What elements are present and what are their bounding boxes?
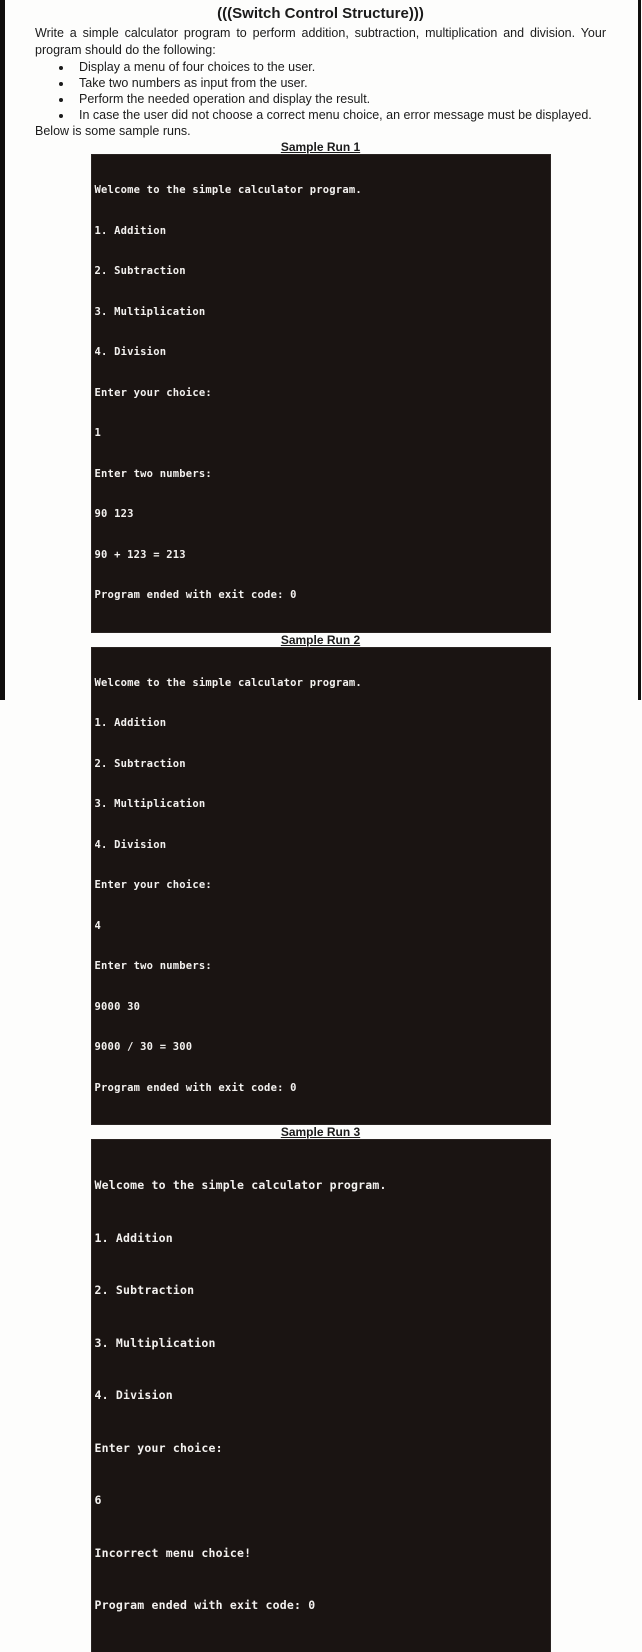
console-line: 3. Multiplication [94, 1335, 216, 1350]
console-line: 3. Multiplication [94, 305, 206, 318]
list-item: • Display a menu of four choices to the user. [73, 59, 606, 75]
console-line: Welcome to the simple calculator program. [94, 184, 362, 196]
requirements-list [35, 59, 606, 123]
console-line: 1. Addition [94, 1230, 173, 1245]
sample-run-3-console [92, 1140, 550, 1652]
console-line: 1 [94, 427, 102, 439]
sample-run-2-label: Sample Run 2 [280, 632, 361, 647]
console-line: 4. Division [94, 346, 167, 358]
console-line: Enter your choice: [94, 1440, 223, 1455]
console-line: 90 123 [94, 508, 134, 520]
console-line: Program ended with exit code: 0 [94, 1081, 297, 1094]
console-line: Welcome to the simple calculator program. [94, 1178, 387, 1192]
sample-runs-note: Below is some sample runs. [35, 124, 191, 138]
console-line: 2. Subtraction [94, 1283, 195, 1297]
list-item: • In case the user did not choose a correct menu choice, an error message must be displayed. [73, 107, 606, 123]
left-edge-bar [0, 0, 5, 700]
list-item: • Perform the needed operation and display the result. [73, 91, 606, 107]
console-line: Enter your choice: [94, 879, 212, 891]
console-line: 1. Addition [94, 224, 167, 237]
console-line: 9000 30 [94, 1000, 141, 1013]
page-title: (((Switch Control Structure))) [217, 5, 424, 22]
console-line: 4. Division [94, 1388, 173, 1402]
console-line: Enter two numbers: [94, 960, 212, 972]
console-line: Enter two numbers: [94, 467, 212, 480]
console-line: 9000 / 30 = 300 [94, 1041, 193, 1053]
console-line: 2. Subtraction [94, 265, 186, 277]
console-line: 6 [94, 1493, 102, 1507]
console-line: Program ended with exit code: 0 [94, 1598, 316, 1612]
right-edge-bar [638, 0, 641, 700]
console-line: 2. Subtraction [94, 757, 186, 770]
console-line: Program ended with exit code: 0 [94, 589, 297, 601]
console-line: Enter your choice: [94, 386, 212, 399]
console-line: 3. Multiplication [94, 798, 206, 810]
sample-run-1-label: Sample Run 1 [280, 140, 361, 154]
list-item: • Take two numbers as input from the user. [73, 75, 606, 91]
console-line: 1. Addition [94, 717, 167, 729]
console-line: Welcome to the simple calculator program. [94, 676, 362, 689]
console-line: Incorrect menu choice! [94, 1545, 252, 1560]
sample-run-1-console [92, 155, 550, 632]
console-line: 4. Division [94, 838, 167, 851]
console-line: 90 + 123 = 213 [94, 548, 186, 561]
sample-run-3-label: Sample Run 3 [280, 1125, 361, 1139]
intro-paragraph: Write a simple calculator program to perform addition, subtraction, multiplication and division. Your program should do the following: [35, 26, 606, 57]
console-line: 4 [94, 919, 102, 932]
sample-run-2-console [92, 648, 550, 1125]
